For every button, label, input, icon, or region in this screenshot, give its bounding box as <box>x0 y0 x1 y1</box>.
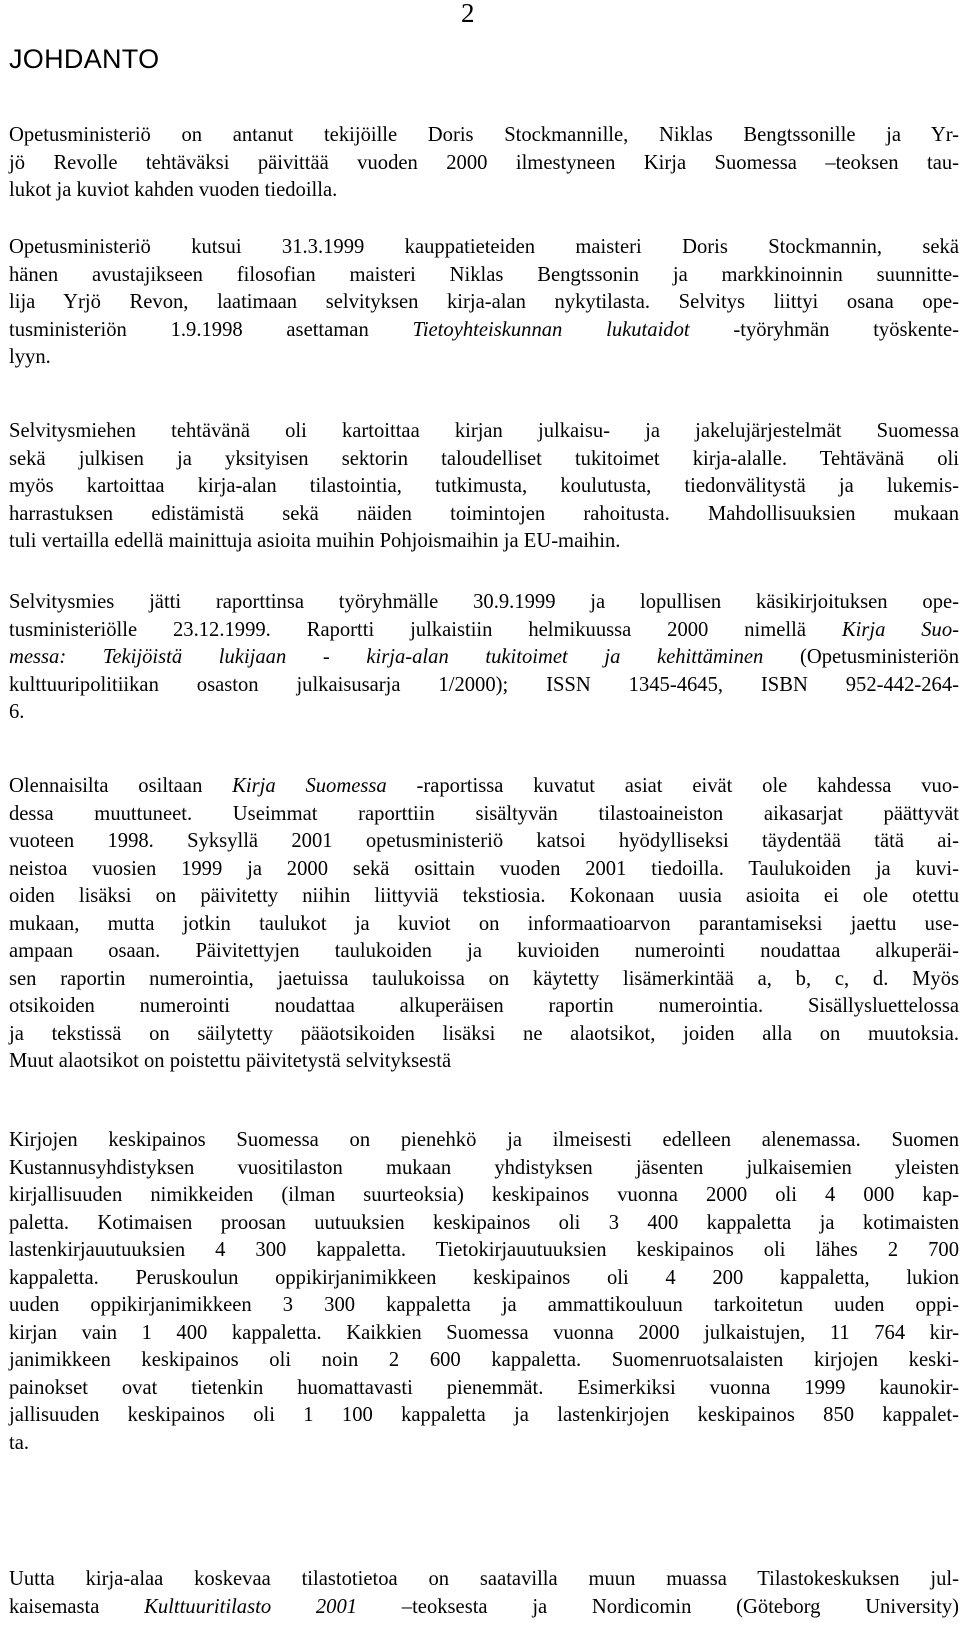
paragraph-print-runs <box>9 1127 959 1457</box>
text-run: Olennaisilta osiltaan <box>9 775 233 797</box>
text-line: painokset ovat tietenkin huomattavasti pienemmät. Esimerkiksi vuonna 1999 kaunokir- <box>9 1376 959 1399</box>
text-line <box>9 317 959 345</box>
text-line: ja tekstissä on säilytetty pääotsikoiden lisäksi ne alaotsikot, joiden alla on muutoksia. <box>9 1022 959 1045</box>
paragraph-tasks <box>9 418 959 556</box>
text-line: tuli vertailla edellä mainittuja asioita muihin Pohjoismaihin ja EU-maihin. <box>9 530 621 552</box>
text-line <box>9 644 959 672</box>
text-run: -työryhmän työskente- <box>689 318 959 341</box>
italic-title: Kirja Suomessa <box>232 775 387 797</box>
text-line: kulttuuripolitiikan osaston julkaisusarja 1/2000); ISSN 1345-4645, ISBN 952-442-264- <box>9 673 959 696</box>
page-number: 2 <box>461 0 475 28</box>
text-line: Kirjojen keskipainos Suomessa on pienehkö ja ilmeisesti edelleen alenemassa. Suomen <box>9 1129 959 1151</box>
text-run: (Opetusministeriön <box>763 646 959 668</box>
text-run: –teoksesta ja Nordicomin (Göteborg University) <box>357 1595 959 1618</box>
text-line: Uutta kirja-alaa koskevaa tilastotietoa on saatavilla muun muassa Tilastokeskuksen jul- <box>9 1568 959 1590</box>
page-title: JOHDANTO <box>9 44 160 74</box>
text-line: kirjallisuuden nimikkeiden (ilman suurteoksia) keskipainos vuonna 2000 oli 4 000 kap- <box>9 1184 959 1206</box>
text-line: ampaan osaan. Päivitettyjen taulukoiden ja kuvioiden numerointi noudattaa alkuperäi- <box>9 940 959 962</box>
text-line: neistoa vuosien 1999 ja 2000 sekä osittain vuoden 2001 tiedoilla. Taulukoiden ja kuvi- <box>9 857 959 880</box>
text-line: myös kartoittaa kirja-alan tilastointia, tutkimusta, koulutusta, tiedonvälitystä ja lukemis- <box>9 475 959 497</box>
text-line: jö Revolle tehtäväksi päivittää vuoden 2000 ilmestyneen Kirja Suomessa –teoksen tau- <box>9 151 959 174</box>
text-line: Kustannusyhdistyksen vuositilaston mukaan yhdistyksen jäsenten julkaisemien yleisten <box>9 1156 959 1179</box>
text-line: uuden oppikirjanimikkeen 3 300 kappaletta ja ammattikouluun tarkoitetun uuden oppi- <box>9 1294 959 1316</box>
text-line: Selvitysmies jätti raporttinsa työryhmälle 30.9.1999 ja lopullisen käsikirjoituksen ope- <box>9 591 959 613</box>
text-line: harrastuksen edistämistä sekä näiden toimintojen rahoitusta. Mahdollisuuksien mukaan <box>9 502 959 525</box>
text-line <box>9 773 959 801</box>
text-run: -raportissa kuvatut asiat eivät ole kahdessa vuo- <box>386 775 959 797</box>
paragraph-appointment <box>9 234 959 372</box>
text-line: lija Yrjö Revon, laatimaan selvityksen kirja-alan nykytilasta. Selvitys liittyi osana ope- <box>9 291 959 313</box>
text-line: 6. <box>9 701 25 723</box>
text-line: hänen avustajikseen filosofian maisteri Niklas Bengtssonin ja markkinoinnin suunnitte- <box>9 263 959 286</box>
text-line: lukot ja kuviot kahden vuoden tiedoilla. <box>9 179 338 201</box>
text-line: kirjan vain 1 400 kappaletta. Kaikkien Suomessa vuonna 2000 julkaistujen, 11 764 kir- <box>9 1321 959 1344</box>
text-run: tusministeriölle 23.12.1999. Raportti julkaistiin helmikuussa 2000 nimellä <box>9 618 842 641</box>
paragraph-update <box>9 773 959 1076</box>
text-line: Selvitysmiehen tehtävänä oli kartoittaa kirjan julkaisu- ja jakelujärjestelmät Suomessa <box>9 420 959 442</box>
text-line: ta. <box>9 1431 30 1454</box>
text-line: Opetusministeriö on antanut tekijöille Doris Stockmannille, Niklas Bengtssonille ja Yr- <box>9 124 959 146</box>
italic-title: messa: Tekijöistä lukijaan - kirja-alan tukitoimet ja kehittäminen <box>9 646 764 668</box>
text-line: Opetusministeriö kutsui 31.3.1999 kauppatieteiden maisteri Doris Stockmannin, sekä <box>9 236 959 258</box>
text-line: sekä julkisen ja yksityisen sektorin taloudelliset tukitoimet kirja-alalle. Tehtävänä oli <box>9 447 959 470</box>
text-line: oiden lisäksi on päivitetty niihin liittyviä tekstiosia. Kokonaan uusia asioita ei ole otettu <box>9 885 959 907</box>
text-line <box>9 617 959 645</box>
italic-title: Kirja Suo- <box>841 618 960 641</box>
text-run: tusministeriön 1.9.1998 asettaman <box>9 318 413 341</box>
italic-title: Tietoyhteiskunnan lukutaidot <box>412 318 690 341</box>
text-line <box>9 1594 959 1622</box>
text-line: sen raportin numerointia, jaetuissa taulukoissa on käytetty lisämerkintää a, b, c, d. Myös <box>9 967 959 990</box>
text-line: Muut alaotsikot on poistettu päivitetystä selvityksestä <box>9 1050 452 1072</box>
paragraph-assignment <box>9 122 959 205</box>
text-line: lastenkirjauutuuksien 4 300 kappaletta. Tietokirjauutuuksien keskipainos oli lähes 2 700 <box>9 1239 959 1261</box>
text-run: kaisemasta <box>9 1595 145 1618</box>
text-line: lyyn. <box>9 346 51 368</box>
text-line: jallisuuden keskipainos oli 1 100 kappaletta ja lastenkirjojen keskipainos 850 kappalet- <box>9 1404 959 1426</box>
text-line: paletta. Kotimaisen proosan uutuuksien keskipainos oli 3 400 kappaletta ja kotimaisten <box>9 1211 959 1234</box>
text-line: janimikkeen keskipainos oli noin 2 600 kappaletta. Suomenruotsalaisten kirjojen keski- <box>9 1349 959 1371</box>
text-line: mukaan, mutta jotkin taulukot ja kuviot on informaatioarvon parantamiseksi jaettu use- <box>9 912 959 935</box>
text-line: vuoteen 1998. Syksyllä 2001 opetusministeriö katsoi hyödylliseksi täydentää tätä ai- <box>9 830 959 852</box>
text-line: kappaletta. Peruskoulun oppikirjanimikkeen keskipainos oli 4 200 kappaletta, lukion <box>9 1266 959 1289</box>
paragraph-report <box>9 589 959 727</box>
paragraph-statistics-sources <box>9 1566 959 1621</box>
text-line: otsikoiden numerointi noudattaa alkuperäisen raportin numerointia. Sisällysluettelossa <box>9 995 959 1017</box>
text-line: dessa muuttuneet. Useimmat raporttiin sisältyvän tilastoaineiston aikasarjat päättyvät <box>9 802 959 825</box>
italic-title: Kulttuuritilasto 2001 <box>144 1595 358 1618</box>
